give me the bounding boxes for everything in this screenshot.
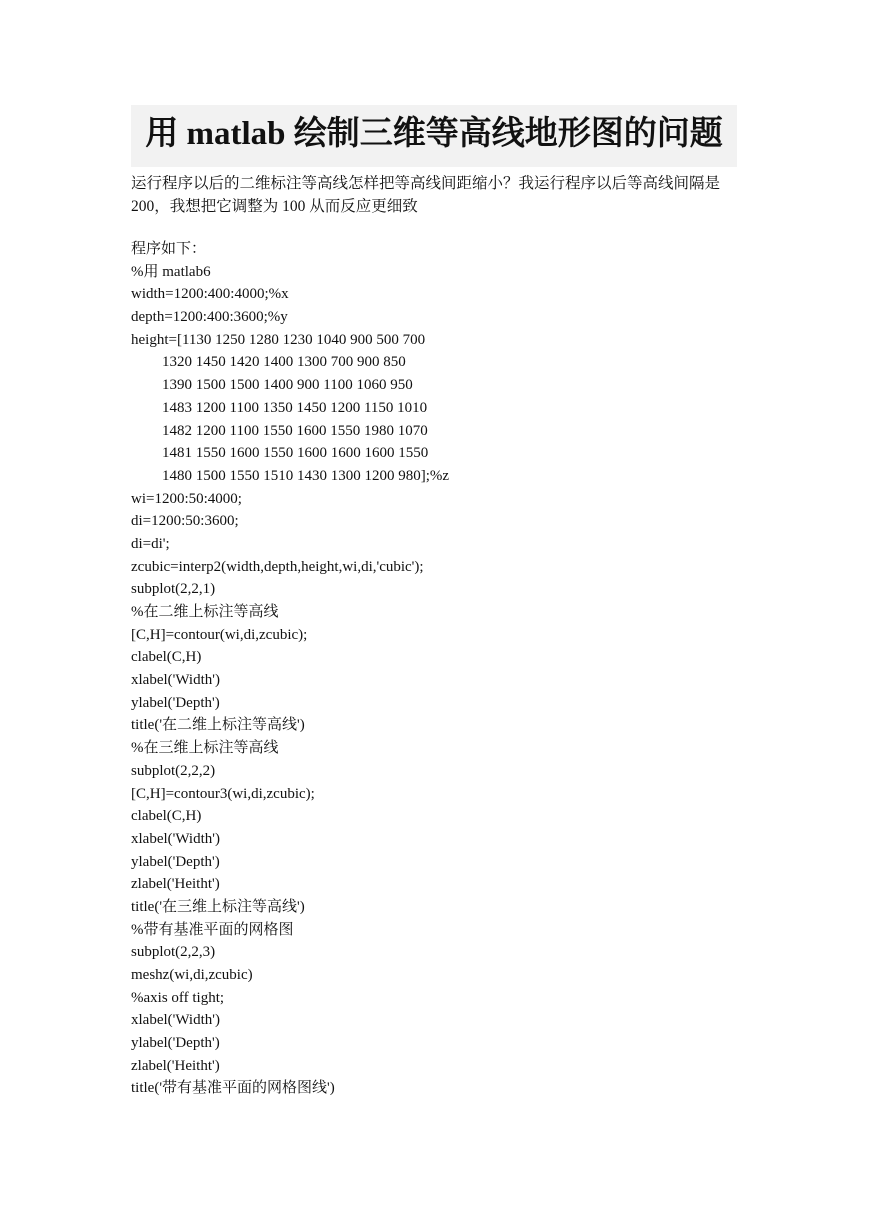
code-line: title('带有基准平面的网格图线') xyxy=(131,1080,335,1097)
code-line: 1482 1200 1100 1550 1600 1550 1980 1070 xyxy=(162,422,428,439)
code-line: xlabel('Width') xyxy=(131,830,220,847)
code-line: ylabel('Depth') xyxy=(131,694,220,711)
code-line: title('在二维上标注等高线') xyxy=(131,717,305,734)
code-line: xlabel('Width') xyxy=(131,1012,220,1029)
code-line: meshz(wi,di,zcubic) xyxy=(131,967,253,983)
code-line: 1320 1450 1420 1400 1300 700 900 850 xyxy=(162,354,406,371)
code-line: title('在三维上标注等高线') xyxy=(131,898,305,915)
code-line: %用 matlab6 xyxy=(131,263,211,280)
code-listing xyxy=(131,238,741,1100)
page-title: 用 matlab 绘制三维等高线地形图的问题 xyxy=(145,116,723,152)
code-line: %带有基准平面的网格图 xyxy=(131,921,294,938)
code-line: zlabel('Heitht') xyxy=(131,876,220,893)
code-line: zlabel('Heitht') xyxy=(131,1057,220,1074)
question-line: 200，我想把它调整为 100 从而反应更细致 xyxy=(131,198,418,215)
code-line: 1480 1500 1550 1510 1430 1300 1200 980];%z xyxy=(162,467,450,484)
code-line: clabel(C,H) xyxy=(131,808,202,825)
code-line: subplot(2,2,3) xyxy=(131,944,216,961)
code-line: zcubic=interp2(width,depth,height,wi,di,'cubic'); xyxy=(131,558,424,575)
code-line: %在二维上标注等高线 xyxy=(131,604,279,620)
code-line: ylabel('Depth') xyxy=(131,1035,220,1052)
code-line: height=[1130 1250 1280 1230 1040 900 500 700 xyxy=(131,331,426,348)
code-line: [C,H]=contour(wi,di,zcubic); xyxy=(131,626,308,643)
code-line: 程序如下： xyxy=(131,241,207,257)
code-line: width=1200:400:4000;%x xyxy=(131,286,289,303)
code-line: di=1200:50:3600; xyxy=(131,513,239,530)
code-line: subplot(2,2,1) xyxy=(131,581,216,598)
code-line: depth=1200:400:3600;%y xyxy=(131,309,288,326)
code-line: subplot(2,2,2) xyxy=(131,762,216,779)
code-line: 1481 1550 1600 1550 1600 1600 1600 1550 xyxy=(162,445,429,462)
title-banner xyxy=(131,105,737,167)
code-line: ylabel('Depth') xyxy=(131,853,220,870)
code-line: 1483 1200 1100 1350 1450 1200 1150 1010 xyxy=(162,399,428,416)
code-line: %在三维上标注等高线 xyxy=(131,740,279,757)
code-line: xlabel('Width') xyxy=(131,672,220,689)
code-line: 1390 1500 1500 1400 900 1100 1060 950 xyxy=(162,377,413,394)
code-line: [C,H]=contour3(wi,di,zcubic); xyxy=(131,785,315,802)
question-line: 运行程序以后的二维标注等高线怎样把等高线间距缩小？我运行程序以后等高线间隔是 xyxy=(131,175,721,192)
code-line: di=di'; xyxy=(131,535,170,552)
code-line: wi=1200:50:4000; xyxy=(131,490,242,507)
question-text xyxy=(131,172,741,218)
code-line: %axis off tight; xyxy=(131,989,225,1006)
code-line: clabel(C,H) xyxy=(131,649,202,666)
